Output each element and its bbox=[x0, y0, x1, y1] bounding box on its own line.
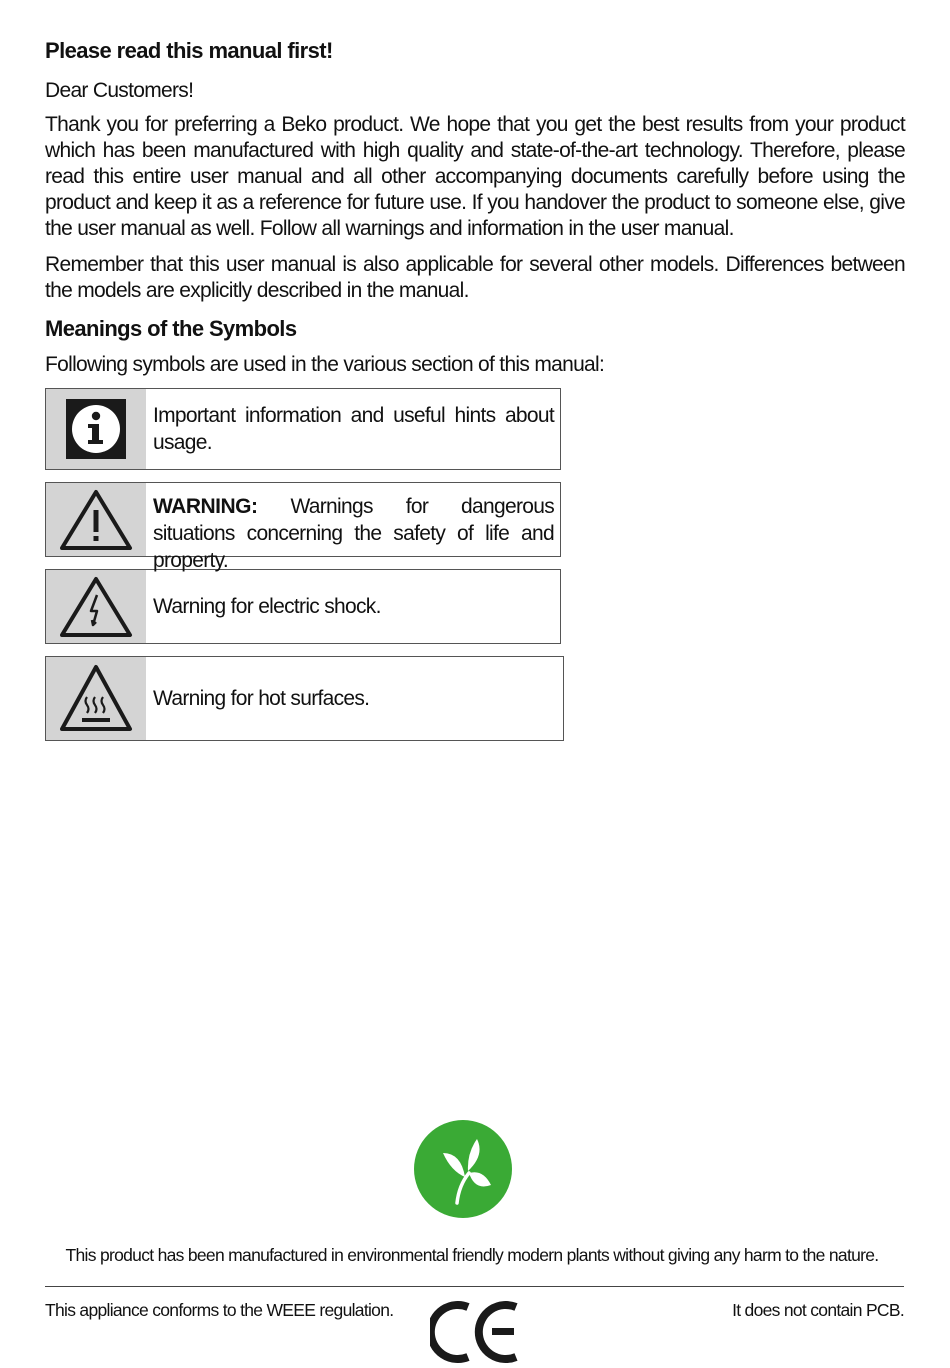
symbol-info-box bbox=[45, 388, 561, 470]
symbol-electric-box bbox=[45, 569, 561, 644]
footer-divider bbox=[45, 1286, 904, 1287]
symbol-hot-box bbox=[45, 656, 564, 741]
manual-page bbox=[45, 36, 905, 741]
leaf-icon bbox=[413, 1119, 513, 1219]
intro-paragraph-1: Thank you for preferring a Beko product. We hope that you get the best results from your product which has been manufactured with high quality and state-of-the-art technology. Therefore, please read this entire user manual and all other accompanying documents carefully before using the product and keep it as a reference for future use. If you handover the product to someone else, give the user manual as well. Follow all warnings and information in the user manual. bbox=[45, 113, 905, 240]
intro-paragraph-2: Remember that this user manual is also applicable for several other models. Differences between the models are explicitly described in the manual. bbox=[45, 253, 905, 302]
greeting: Dear Customers! bbox=[45, 79, 194, 102]
warning-description: Warnings for dangerous situations concerning the safety of life and property. bbox=[153, 495, 554, 572]
symbol-electric-text: Warning for electric shock. bbox=[153, 595, 381, 618]
warning-label: WARNING: bbox=[153, 495, 258, 518]
electric-shock-icon bbox=[46, 570, 146, 643]
warning-icon bbox=[46, 483, 146, 556]
symbols-heading: Meanings of the Symbols bbox=[45, 316, 297, 341]
symbols-list bbox=[45, 388, 561, 741]
symbols-intro: Following symbols are used in the various section of this manual: bbox=[45, 353, 605, 376]
ce-mark-icon bbox=[430, 1301, 520, 1363]
symbol-warning-box bbox=[45, 482, 561, 572]
pcb-statement: It does not contain PCB. bbox=[732, 1300, 904, 1320]
symbol-hot-text: Warning for hot surfaces. bbox=[153, 687, 370, 710]
eco-statement: This product has been manufactured in environmental friendly modern plants without giving any harm to the nature. bbox=[65, 1245, 879, 1265]
symbol-info-text: Important information and useful hints about usage. bbox=[153, 404, 554, 454]
weee-statement: This appliance conforms to the WEEE regulation. bbox=[45, 1300, 394, 1320]
symbol-warning-text bbox=[146, 483, 560, 572]
info-icon bbox=[46, 389, 146, 469]
hot-surface-icon bbox=[46, 657, 146, 740]
page-title: Please read this manual first! bbox=[45, 38, 333, 63]
